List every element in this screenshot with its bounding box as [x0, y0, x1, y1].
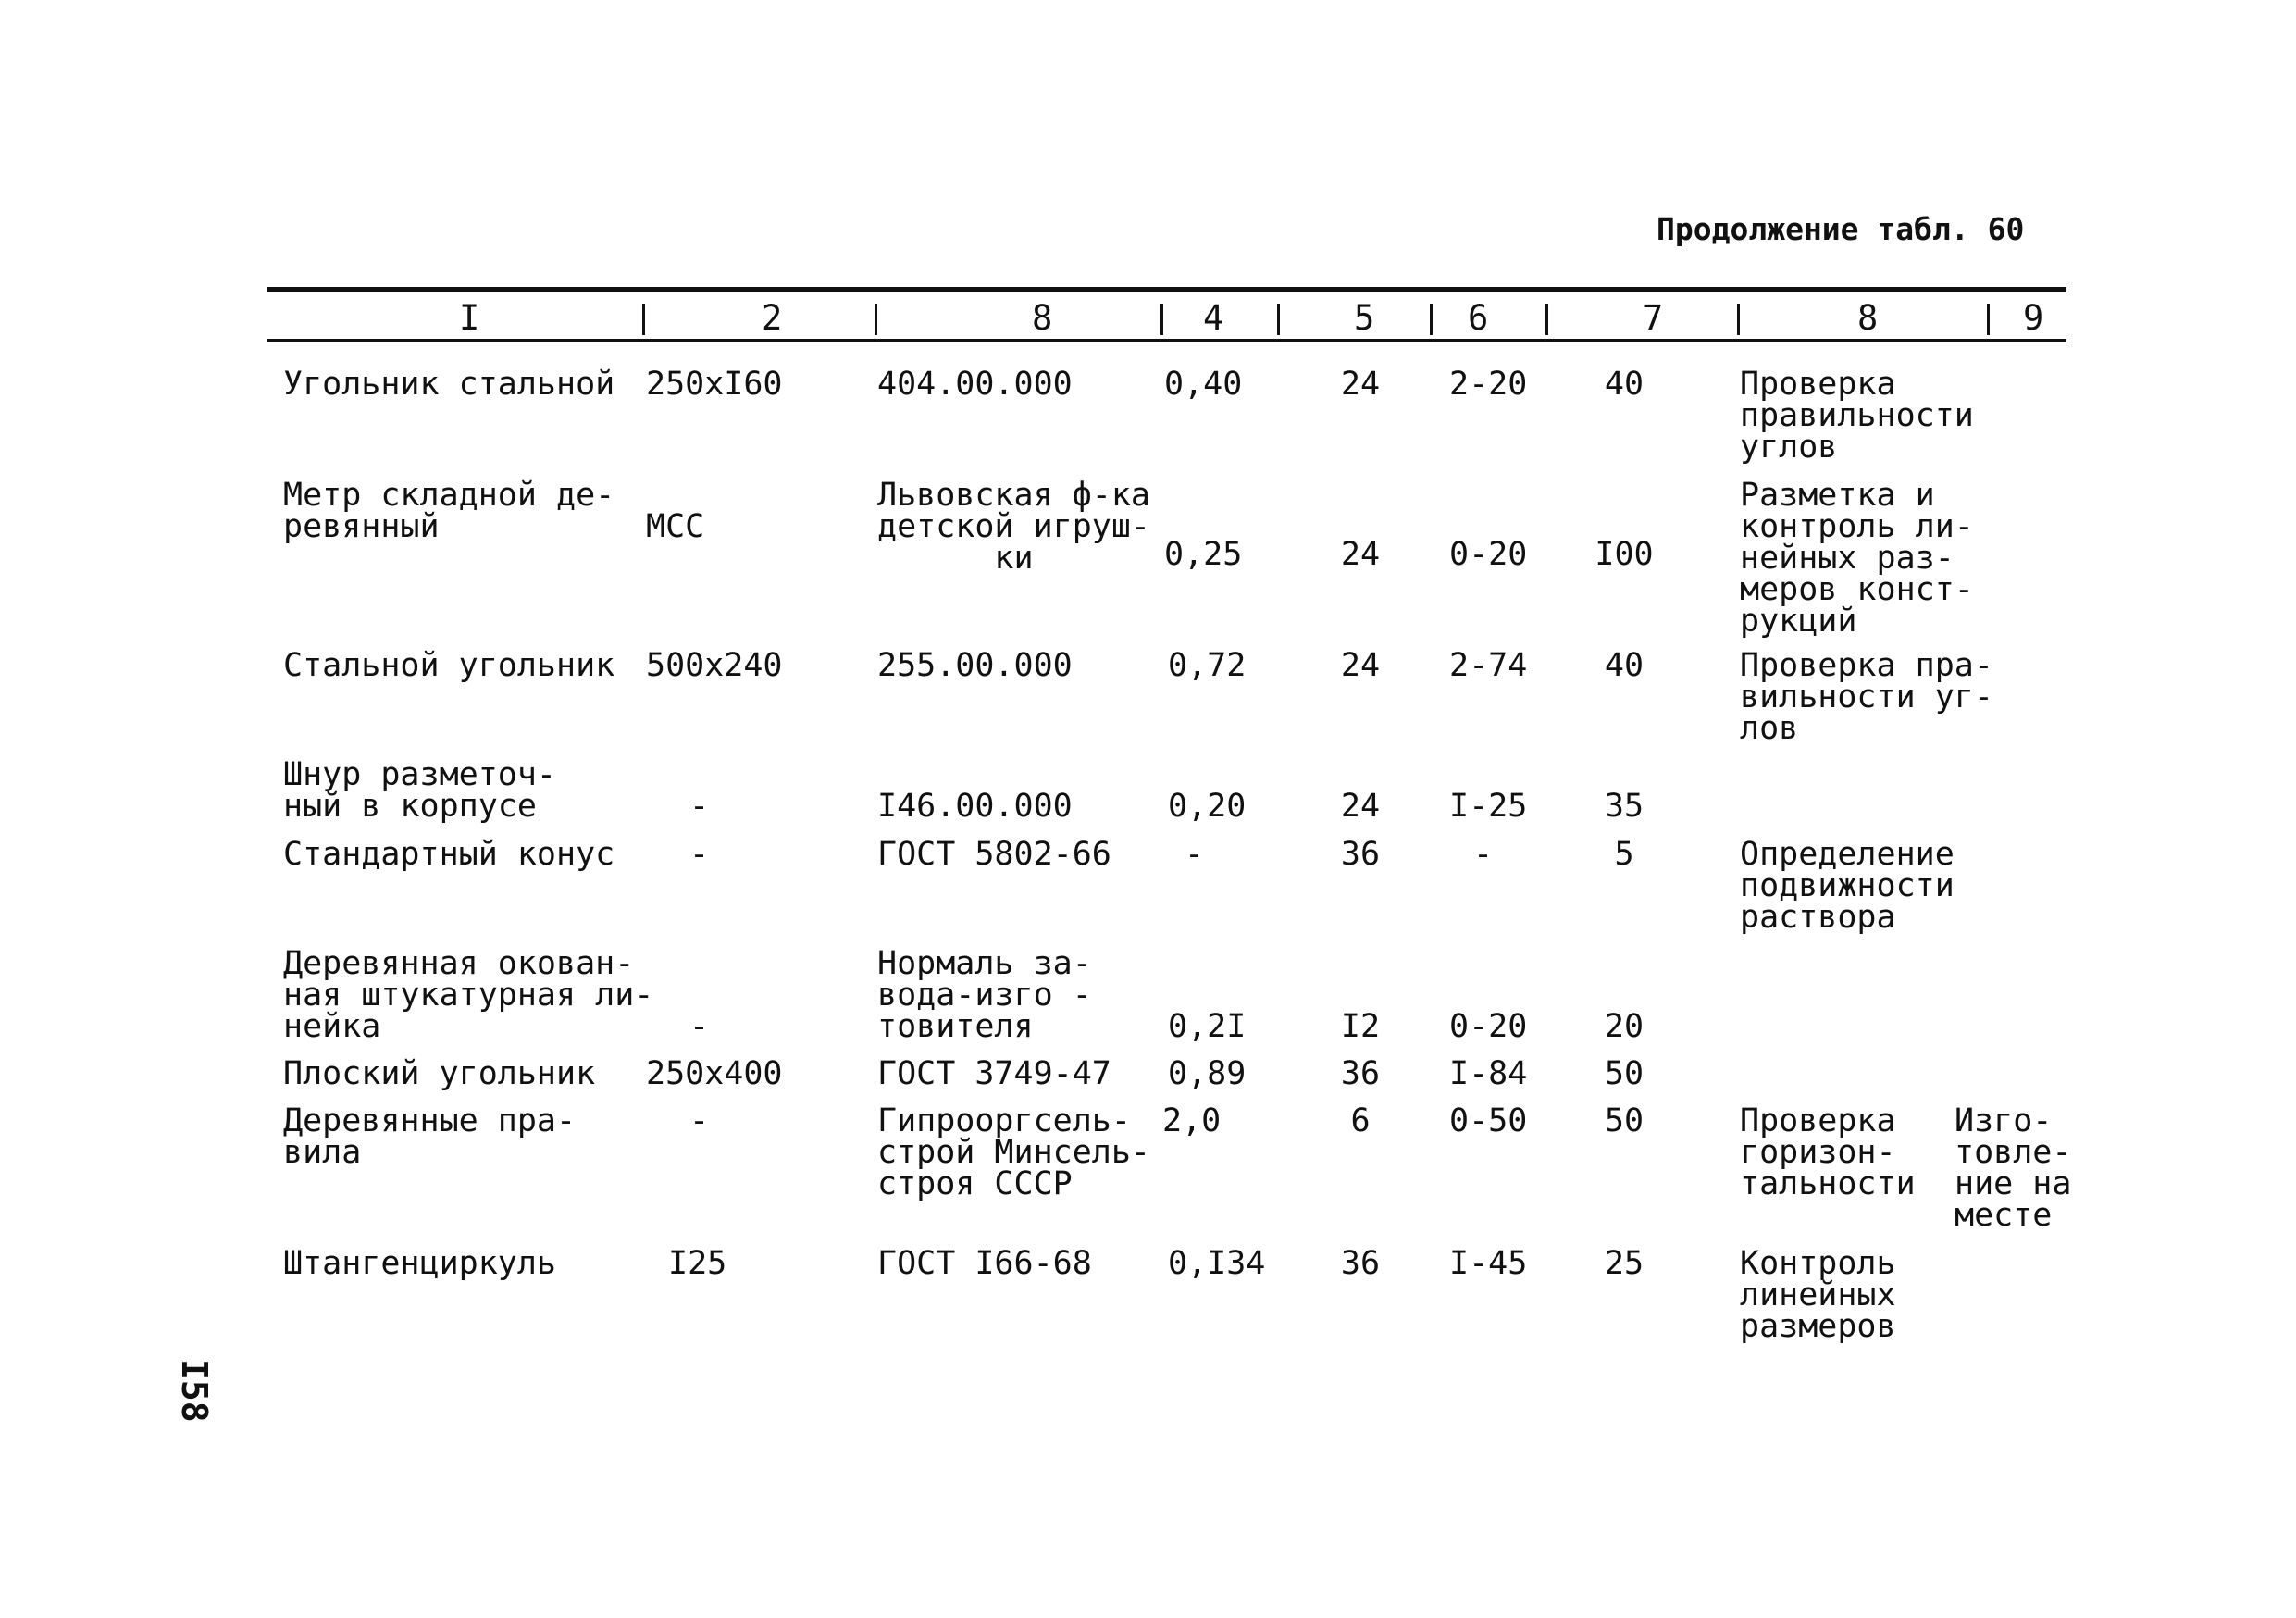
cell-name: Плоский угольник — [283, 1055, 596, 1092]
table-top-rule — [267, 287, 2066, 292]
cell-name: Угольник стальной — [283, 366, 615, 403]
cell-size: - — [689, 836, 710, 873]
header-col-1: I — [459, 298, 480, 338]
cell-size: - — [689, 1102, 710, 1139]
cell-col-5: 36 — [1340, 1245, 1381, 1282]
column-separator — [1737, 304, 1740, 335]
cell-standard: Гипрооргсель- строй Минсель- строя СССР — [877, 1102, 1151, 1202]
cell-purpose: Контроль линейных размеров — [1740, 1245, 1896, 1345]
cell-col-7: 50 — [1604, 1102, 1644, 1139]
cell-purpose: Проверка горизон- тальности — [1740, 1102, 1916, 1202]
cell-col-7: I00 — [1595, 536, 1654, 573]
cell-purpose: Определение подвижности раствора — [1740, 836, 1955, 936]
cell-col-4: 0,40 — [1164, 366, 1243, 403]
cell-size: I25 — [668, 1245, 727, 1282]
cell-name: Деревянная окован- ная штукатурная ли- нейка — [283, 945, 654, 1045]
cell-col-7: 40 — [1604, 366, 1644, 403]
cell-col-5: 24 — [1340, 536, 1381, 573]
cell-standard: ГОСТ 3749-47 — [877, 1055, 1111, 1092]
header-col-9: 9 — [2023, 298, 2044, 338]
header-col-2: 2 — [762, 298, 783, 338]
cell-col-5: 6 — [1350, 1102, 1371, 1139]
header-col-6: 6 — [1468, 298, 1489, 338]
cell-col-6: 0-20 — [1449, 536, 1528, 573]
cell-col-6: 2-74 — [1449, 647, 1528, 684]
cell-col-4: 0,I34 — [1168, 1245, 1266, 1282]
cell-size: - — [689, 1008, 710, 1045]
cell-col-6: I-45 — [1449, 1245, 1528, 1282]
column-separator — [1430, 304, 1433, 335]
column-separator — [1277, 304, 1280, 335]
cell-name: Деревянные пра- вила — [283, 1102, 577, 1171]
page-number: I58 — [174, 1359, 215, 1423]
cell-standard: ГОСТ I66-68 — [877, 1245, 1092, 1282]
cell-col-4: 0,72 — [1168, 647, 1247, 684]
cell-standard: Львовская ф-ка детской игруш- ки — [877, 477, 1151, 577]
cell-note: Изго- товле- ние на месте — [1955, 1102, 2072, 1234]
cell-col-5: 24 — [1340, 788, 1381, 825]
cell-name: Штангенциркуль — [283, 1245, 557, 1282]
header-col-8: 8 — [1857, 298, 1879, 338]
cell-name: Метр складной де- ревянный — [283, 477, 615, 545]
cell-standard: 255.00.000 — [877, 647, 1073, 684]
table-continuation-caption: Продолжение табл. 60 — [1657, 211, 2025, 247]
column-separator — [875, 304, 877, 335]
cell-col-6: I-25 — [1449, 788, 1528, 825]
cell-col-7: 40 — [1604, 647, 1644, 684]
cell-standard: Нормаль за- вода-изго - товителя — [877, 945, 1092, 1045]
cell-col-6: I-84 — [1449, 1055, 1528, 1092]
cell-purpose: Проверка правильности углов — [1740, 366, 1974, 466]
cell-name: Стандартный конус — [283, 836, 615, 873]
cell-col-7: 5 — [1614, 836, 1634, 873]
cell-size: 250xI60 — [646, 366, 783, 403]
header-col-5: 5 — [1354, 298, 1375, 338]
cell-col-7: 35 — [1604, 788, 1644, 825]
cell-col-6: 0-20 — [1449, 1008, 1528, 1045]
cell-col-4: 2,0 — [1162, 1102, 1222, 1139]
cell-size: 500x240 — [646, 647, 783, 684]
cell-name: Стальной угольник — [283, 647, 615, 684]
cell-col-4: 0,89 — [1168, 1055, 1247, 1092]
cell-col-4: - — [1185, 836, 1205, 873]
cell-col-5: 36 — [1340, 1055, 1381, 1092]
cell-col-5: 24 — [1340, 647, 1381, 684]
table-header-rule — [267, 339, 2066, 342]
header-col-4: 4 — [1203, 298, 1224, 338]
cell-size: МСС — [646, 508, 705, 545]
cell-col-5: I2 — [1340, 1008, 1381, 1045]
column-separator — [1987, 304, 1990, 335]
cell-col-4: 0,20 — [1168, 788, 1247, 825]
column-separator — [1545, 304, 1548, 335]
cell-col-6: - — [1473, 836, 1494, 873]
cell-size: 250x400 — [646, 1055, 783, 1092]
cell-col-4: 0,2I — [1168, 1008, 1247, 1045]
cell-col-6: 0-50 — [1449, 1102, 1528, 1139]
cell-col-4: 0,25 — [1164, 536, 1243, 573]
cell-size: - — [689, 788, 710, 825]
cell-col-5: 24 — [1340, 366, 1381, 403]
column-separator — [1160, 304, 1163, 335]
cell-col-7: 20 — [1604, 1008, 1644, 1045]
column-separator — [642, 304, 645, 335]
cell-standard: I46.00.000 — [877, 788, 1073, 825]
header-col-3: 8 — [1032, 298, 1053, 338]
cell-col-7: 50 — [1604, 1055, 1644, 1092]
cell-col-5: 36 — [1340, 836, 1381, 873]
cell-standard: 404.00.000 — [877, 366, 1073, 403]
cell-col-6: 2-20 — [1449, 366, 1528, 403]
cell-standard: ГОСТ 5802-66 — [877, 836, 1111, 873]
cell-purpose: Разметка и контроль ли- нейных раз- меров конст- рукций — [1740, 477, 1974, 640]
cell-purpose: Проверка пра- вильности уг- лов — [1740, 647, 1993, 747]
cell-col-7: 25 — [1604, 1245, 1644, 1282]
header-col-7: 7 — [1643, 298, 1664, 338]
cell-name: Шнур разметоч- ный в корпусе — [283, 756, 557, 825]
